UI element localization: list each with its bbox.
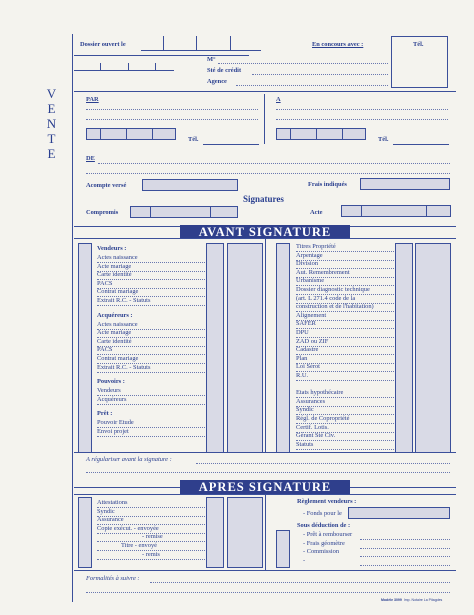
- a-tel-line: [393, 144, 449, 145]
- avant-right-item: Loi Sérot: [296, 363, 320, 371]
- avant-right-item: Titres Propriété: [296, 243, 336, 250]
- a-box-sep-1: [290, 128, 291, 140]
- fonds-box[interactable]: [348, 507, 450, 519]
- apres-left-item: Titre - envoyé: [121, 542, 157, 549]
- apres-left-item: Copie exécut. - envoyée: [97, 524, 159, 532]
- group-title-pret: Prêt :: [97, 410, 113, 418]
- apres-left-item: - remise: [142, 533, 163, 541]
- deduction-item-line: [360, 556, 450, 557]
- avant-right-item: Régl. de Copropriété: [296, 415, 350, 422]
- avant-center-divider: [265, 238, 266, 452]
- apres-left-item: - remis: [142, 550, 160, 558]
- avant-item-acquereurs: Contrat mariage: [97, 355, 139, 362]
- avant-right-item: Dossier diagnostic technique: [296, 286, 370, 293]
- par-box-sep-2: [126, 128, 127, 140]
- de-line-1: [98, 163, 450, 164]
- deduction-item: - Prêt à rembourser: [303, 531, 353, 538]
- avant-item-line: [97, 372, 205, 373]
- acte-box[interactable]: [341, 205, 451, 217]
- avant-signature-banner: AVANT SIGNATURE: [180, 225, 350, 239]
- dossier-ouvert-label: Dossier ouvert le: [80, 41, 126, 48]
- agence-label: Agence: [207, 78, 227, 85]
- avant-right-item: Cadastre: [296, 346, 319, 354]
- a-regulariser-label: A régulariser avant la signature :: [86, 456, 172, 463]
- par-label: PAR: [86, 96, 99, 103]
- avant-right-item: Statuts: [296, 440, 314, 448]
- a-line-2: [276, 119, 448, 120]
- a-box-sep-2: [316, 128, 317, 140]
- ste-credit-line: [252, 74, 388, 75]
- avant-right-item: Urbanisme: [296, 277, 325, 285]
- avant-item-vendeurs: Contrat mariage: [97, 288, 139, 296]
- avant-right-item-line: [296, 328, 394, 329]
- avant-right-item: SAFER: [296, 320, 316, 328]
- avant-item-vendeurs: Acte mariage: [97, 262, 132, 270]
- formalites-line-2: [86, 592, 450, 593]
- avant-left-col-b[interactable]: [227, 243, 263, 453]
- par-line-2: [86, 119, 258, 120]
- avant-right-item-line: [296, 371, 394, 372]
- formalites-line-1: [150, 582, 450, 583]
- compromis-sep-2: [210, 206, 211, 218]
- avant-right-item: (art. L 271.4 code de la: [296, 294, 356, 302]
- avant-right-item: construction et de l'habitation): [296, 303, 374, 311]
- header-line-b: [74, 70, 174, 71]
- avant-right-item-line: [296, 354, 394, 355]
- signatures-title: Signatures: [243, 194, 284, 204]
- avant-right-item: R.U.: [296, 372, 309, 379]
- apres-left-item: Assurance: [97, 516, 124, 524]
- avant-right-item: Gérant Sté Civ.: [296, 432, 336, 440]
- apres-bottom-rule: [74, 570, 456, 571]
- date-sep-3: [230, 36, 231, 51]
- avant-left-checkbox-column[interactable]: [78, 243, 92, 453]
- avant-item-vendeurs: PACS: [97, 279, 113, 287]
- apres-left-item: Syndic: [97, 507, 115, 515]
- deduction-item: - Frais géomètre: [303, 539, 345, 547]
- a-label: A: [276, 96, 281, 103]
- hdr-tick-2: [128, 63, 129, 71]
- header-separator: [74, 91, 456, 92]
- deduction-item: - Commission: [303, 548, 340, 556]
- date-sep-2: [196, 36, 197, 51]
- formalites-label: Formalités à suivre :: [86, 575, 140, 582]
- fonds-label: - Fonds pour le: [303, 510, 342, 517]
- side-title-vente: VENTE: [44, 86, 59, 161]
- avant-item-acquereurs: Actes naissance: [97, 320, 138, 328]
- left-margin-line: [72, 34, 73, 602]
- avant-item-acquereurs: Carte identité: [97, 337, 132, 345]
- tel-box-label: Tél.: [413, 41, 424, 48]
- avant-item-line: [97, 436, 205, 437]
- footer-ref-code: Modèle 3099: [381, 598, 402, 602]
- deduction-item: -: [303, 556, 306, 564]
- apres-left-item-line: [97, 559, 205, 560]
- en-concours-label: En concours avec :: [312, 41, 364, 48]
- group-title-acquereurs: Acquéreurs :: [97, 311, 133, 319]
- par-box-sep-1: [100, 128, 101, 140]
- avant-right-col-a[interactable]: [395, 243, 413, 453]
- avant-right-item: DPU: [296, 329, 309, 336]
- avant-item-acquereurs: Acte mariage: [97, 329, 132, 337]
- avant-item-line: [97, 305, 205, 306]
- avant-right-item: Plan: [296, 354, 308, 362]
- regulariser-line-2: [86, 472, 450, 473]
- deduction-item-line: [360, 565, 450, 566]
- avant-right-item-line: [296, 380, 394, 381]
- ste-credit-label: Sté de crédit: [207, 67, 242, 74]
- avant-right-item: Syndic: [296, 406, 314, 414]
- apres-right-checkbox-column[interactable]: [276, 530, 290, 568]
- apres-left-checkbox-column[interactable]: [78, 497, 92, 568]
- de-label: DE: [86, 155, 95, 162]
- avant-right-item: ZAD ou ZIF: [296, 337, 329, 345]
- avant-right-item-line: [296, 449, 394, 450]
- hdr-tick-3: [155, 63, 156, 71]
- maitre-label: M°: [207, 56, 216, 63]
- avant-item-pouvoirs: Vendeurs: [97, 387, 121, 395]
- acte-sep-2: [426, 205, 427, 217]
- avant-right-item: Alignement: [296, 311, 327, 319]
- apres-left-col-a[interactable]: [206, 497, 224, 568]
- acompte-label: Acompte versé: [86, 182, 127, 189]
- avant-left-col-a[interactable]: [206, 243, 224, 453]
- avant-item-pret: Pouvoir Etude: [97, 419, 134, 427]
- acompte-box[interactable]: [142, 179, 238, 191]
- frais-box[interactable]: [360, 178, 450, 190]
- regulariser-line-1: [196, 463, 450, 464]
- date-sep-1: [163, 36, 164, 51]
- avant-right-item: Etats hypothécaire: [296, 389, 344, 397]
- avant-item-acquereurs: PACS: [97, 346, 113, 354]
- compromis-label: Compromis: [86, 209, 119, 216]
- par-box-sep-3: [152, 128, 153, 140]
- deduction-item-line: [360, 539, 450, 540]
- reglement-title: Règlement vendeurs :: [297, 498, 357, 505]
- avant-right-item: Certif. Lotis.: [296, 423, 329, 431]
- group-title-pouvoirs: Pouvoirs :: [97, 378, 125, 386]
- avant-right-item: Assurances: [296, 397, 326, 405]
- avant-right-checkbox-column[interactable]: [276, 243, 290, 453]
- acte-sep-1: [361, 205, 362, 217]
- apres-signature-banner: APRES SIGNATURE: [180, 480, 350, 494]
- avant-right-item: Division: [296, 260, 319, 268]
- avant-right-item: Aut. Remembrement: [296, 268, 350, 276]
- footer-ref: [381, 598, 442, 602]
- avant-item-pret: Envoi projet: [97, 428, 129, 435]
- avant-item-line: [97, 279, 205, 280]
- de-line-2: [86, 173, 450, 174]
- deduction-title: Sous déduction de :: [297, 522, 351, 529]
- avant-item-acquereurs: Extrait R.C. - Statuts: [97, 363, 151, 371]
- footer-note: Imp. Notaire La Pitagdes: [403, 598, 443, 602]
- deduction-item-line: [360, 548, 450, 549]
- avant-item-line: [97, 404, 205, 405]
- maitre-line: [218, 63, 388, 64]
- compromis-sep-1: [150, 206, 151, 218]
- avant-item-vendeurs: Carte identité: [97, 271, 132, 279]
- apres-left-col-b[interactable]: [227, 497, 263, 568]
- par-a-divider: [264, 94, 265, 144]
- avant-bottom-rule: [74, 452, 456, 453]
- avant-item-pouvoirs: Acquéreurs: [97, 395, 127, 403]
- a-line-1: [276, 109, 448, 110]
- par-tel-label: Tél.: [188, 136, 199, 143]
- par-tel-line: [203, 144, 259, 145]
- agence-line: [236, 85, 388, 86]
- compromis-box[interactable]: [130, 206, 238, 218]
- apres-left-item: Attestations: [97, 499, 128, 506]
- avant-item-line: [97, 346, 205, 347]
- hdr-tick-1: [100, 63, 101, 71]
- header-line-a: [74, 55, 249, 56]
- dossier-date-line: [141, 50, 261, 51]
- apres-center-divider: [265, 494, 266, 570]
- frais-label: Frais indiqués: [308, 181, 347, 188]
- group-title-vendeurs: Vendeurs :: [97, 245, 127, 252]
- avant-item-vendeurs: Extrait R.C. - Statuts: [97, 297, 151, 304]
- a-tel-label: Tél.: [378, 136, 389, 143]
- avant-right-col-b[interactable]: [415, 243, 451, 453]
- par-line-1: [86, 109, 258, 110]
- a-box-sep-3: [342, 128, 343, 140]
- avant-item-vendeurs: Actes naissance: [97, 254, 138, 261]
- avant-right-item: Arpentage: [296, 251, 323, 259]
- acte-label: Acte: [310, 209, 323, 216]
